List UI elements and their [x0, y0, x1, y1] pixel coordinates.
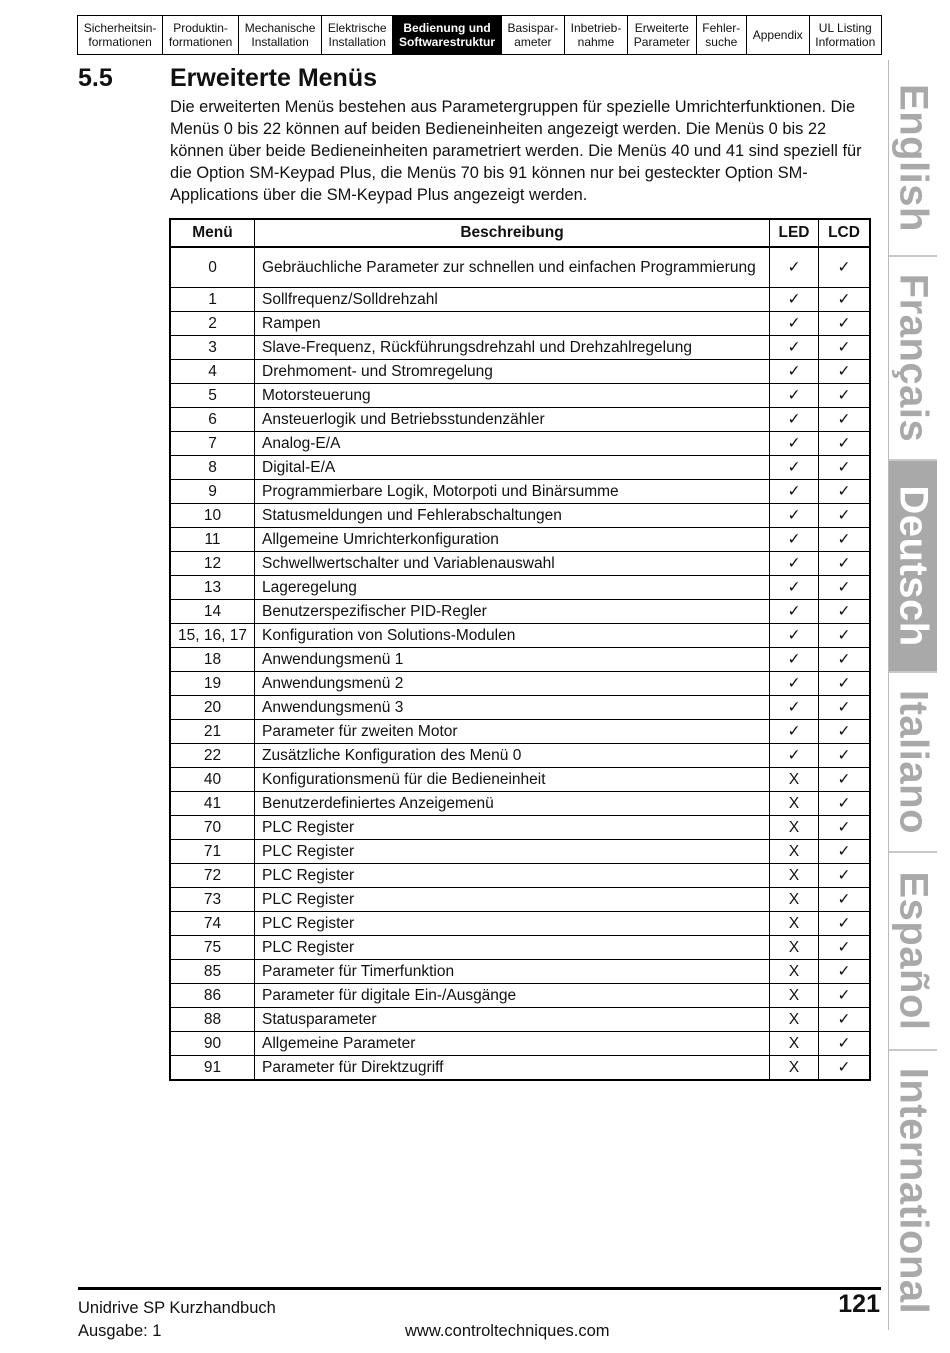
table-row	[170, 792, 870, 816]
description-cell: PLC Register	[255, 816, 770, 840]
description-cell: Drehmoment- und Stromregelung	[255, 360, 770, 384]
lcd-availability-cell: ✓	[819, 744, 871, 768]
table-row	[170, 528, 870, 552]
table-row	[170, 720, 870, 744]
table-row	[170, 696, 870, 720]
description-cell: Parameter für digitale Ein-/Ausgänge	[255, 984, 770, 1008]
led-availability-cell: ✓	[770, 624, 819, 648]
nav-tab-fehlersuche[interactable]: Fehler- suche	[697, 16, 747, 54]
table-row	[170, 1032, 870, 1056]
menu-cell: 3	[170, 336, 255, 360]
section-number: 5.5	[78, 64, 113, 92]
table-row	[170, 672, 870, 696]
led-availability-cell: X	[770, 1032, 819, 1056]
menu-cell: 70	[170, 816, 255, 840]
lcd-availability-cell: ✓	[819, 336, 871, 360]
menu-cell: 75	[170, 936, 255, 960]
table-row	[170, 744, 870, 768]
menu-cell: 7	[170, 432, 255, 456]
description-cell: Statusmeldungen und Fehlerabschaltungen	[255, 504, 770, 528]
description-cell: Benutzerdefiniertes Anzeigemenü	[255, 792, 770, 816]
section-title: Erweiterte Menüs	[170, 64, 378, 92]
language-label: English	[891, 83, 936, 232]
lcd-availability-cell: ✓	[819, 888, 871, 912]
lcd-availability-cell: ✓	[819, 648, 871, 672]
menu-cell: 71	[170, 840, 255, 864]
table-row	[170, 432, 870, 456]
table-row	[170, 816, 870, 840]
led-availability-cell: ✓	[770, 360, 819, 384]
header-description: Beschreibung	[255, 219, 770, 247]
language-label: Español	[891, 871, 936, 1031]
menu-cell: 11	[170, 528, 255, 552]
table-row	[170, 912, 870, 936]
description-cell: Zusätzliche Konfiguration des Menü 0	[255, 744, 770, 768]
led-availability-cell: X	[770, 984, 819, 1008]
menu-cell: 19	[170, 672, 255, 696]
menu-cell: 10	[170, 504, 255, 528]
nav-tab-ul-listing[interactable]: UL Listing Information	[815, 21, 876, 49]
table-row	[170, 576, 870, 600]
description-cell: Allgemeine Parameter	[255, 1032, 770, 1056]
menu-cell: 13	[170, 576, 255, 600]
language-label: Français	[891, 273, 936, 443]
led-availability-cell: ✓	[770, 600, 819, 624]
menu-cell: 74	[170, 912, 255, 936]
table-row	[170, 247, 870, 288]
led-availability-cell: X	[770, 912, 819, 936]
description-cell: Parameter für Direktzugriff	[255, 1056, 770, 1081]
table-row	[170, 840, 870, 864]
lcd-availability-cell: ✓	[819, 384, 871, 408]
table-row	[170, 552, 870, 576]
extended-menus-table	[169, 218, 871, 1081]
lcd-availability-cell: ✓	[819, 696, 871, 720]
menu-cell: 1	[170, 288, 255, 312]
lcd-availability-cell: ✓	[819, 960, 871, 984]
description-cell: Ansteuerlogik und Betriebsstundenzähler	[255, 408, 770, 432]
description-cell: Sollfrequenz/Solldrehzahl	[255, 288, 770, 312]
led-availability-cell: X	[770, 1008, 819, 1032]
table-row	[170, 480, 870, 504]
description-cell: Gebräuchliche Parameter zur schnellen und einfachen Programmierung	[255, 247, 770, 288]
lcd-availability-cell: ✓	[819, 504, 871, 528]
lcd-availability-cell: ✓	[819, 840, 871, 864]
description-cell: PLC Register	[255, 840, 770, 864]
description-cell: Anwendungsmenü 2	[255, 672, 770, 696]
header-led: LED	[770, 219, 819, 247]
led-availability-cell: ✓	[770, 576, 819, 600]
table-row	[170, 456, 870, 480]
description-cell: Schwellwertschalter und Variablenauswahl	[255, 552, 770, 576]
nav-tab-appendix[interactable]: Appendix	[747, 16, 810, 54]
table-row	[170, 624, 870, 648]
footer-manual-title: Unidrive SP Kurzhandbuch	[78, 1299, 276, 1317]
description-cell: Allgemeine Umrichterkonfiguration	[255, 528, 770, 552]
lcd-availability-cell: ✓	[819, 984, 871, 1008]
nav-tab-sicherheitsinformationen[interactable]: Sicherheitsin- formationen	[78, 16, 163, 54]
footer-edition: Ausgabe: 1	[78, 1322, 162, 1340]
led-availability-cell: X	[770, 768, 819, 792]
table-row	[170, 408, 870, 432]
description-cell: Statusparameter	[255, 1008, 770, 1032]
language-label: Italiano	[891, 689, 936, 835]
lcd-availability-cell: ✓	[819, 576, 871, 600]
led-availability-cell: X	[770, 1056, 819, 1081]
menu-cell: 40	[170, 768, 255, 792]
language-tab-italiano[interactable]	[889, 673, 937, 853]
menu-cell: 41	[170, 792, 255, 816]
menu-cell: 8	[170, 456, 255, 480]
description-cell: Benutzerspezifischer PID-Regler	[255, 600, 770, 624]
lcd-availability-cell: ✓	[819, 600, 871, 624]
language-strip	[888, 60, 937, 1330]
menu-cell: 90	[170, 1032, 255, 1056]
led-availability-cell: X	[770, 936, 819, 960]
language-tab-english[interactable]	[889, 60, 937, 257]
lcd-availability-cell: ✓	[819, 864, 871, 888]
lcd-availability-cell: ✓	[819, 247, 871, 288]
table-row	[170, 312, 870, 336]
header-menu: Menü	[170, 219, 255, 247]
description-cell: Konfiguration von Solutions-Modulen	[255, 624, 770, 648]
language-tab-international[interactable]	[889, 1051, 937, 1330]
led-availability-cell: X	[770, 840, 819, 864]
menu-cell: 2	[170, 312, 255, 336]
lcd-availability-cell: ✓	[819, 624, 871, 648]
table-row	[170, 648, 870, 672]
led-availability-cell: ✓	[770, 744, 819, 768]
lcd-availability-cell: ✓	[819, 1056, 871, 1081]
led-availability-cell: ✓	[770, 672, 819, 696]
table-body	[170, 247, 870, 1080]
menu-cell: 5	[170, 384, 255, 408]
lcd-availability-cell: ✓	[819, 936, 871, 960]
menu-cell: 85	[170, 960, 255, 984]
menu-cell: 88	[170, 1008, 255, 1032]
lcd-availability-cell: ✓	[819, 720, 871, 744]
description-cell: Anwendungsmenü 1	[255, 648, 770, 672]
lcd-availability-cell: ✓	[819, 768, 871, 792]
table-row	[170, 960, 870, 984]
table-row	[170, 600, 870, 624]
led-availability-cell: X	[770, 864, 819, 888]
footer-divider	[78, 1287, 881, 1290]
table-row	[170, 1008, 870, 1032]
led-availability-cell: ✓	[770, 432, 819, 456]
menu-cell: 12	[170, 552, 255, 576]
description-cell: Rampen	[255, 312, 770, 336]
menu-cell: 20	[170, 696, 255, 720]
nav-tab-mechanische-installation[interactable]: Mechanische Installation	[239, 16, 322, 54]
description-cell: Digital-E/A	[255, 456, 770, 480]
led-availability-cell: ✓	[770, 696, 819, 720]
menu-cell: 22	[170, 744, 255, 768]
menu-cell: 73	[170, 888, 255, 912]
table-row	[170, 1056, 870, 1081]
table-row	[170, 504, 870, 528]
menu-cell: 18	[170, 648, 255, 672]
footer-url-link[interactable]: www.controltechniques.com	[405, 1322, 610, 1340]
led-availability-cell: ✓	[770, 288, 819, 312]
led-availability-cell: ✓	[770, 504, 819, 528]
led-availability-cell: X	[770, 960, 819, 984]
led-availability-cell: ✓	[770, 720, 819, 744]
table-row	[170, 768, 870, 792]
description-cell: Slave-Frequenz, Rückführungsdrehzahl und Drehzahlregelung	[255, 336, 770, 360]
led-availability-cell: ✓	[770, 480, 819, 504]
led-availability-cell: X	[770, 888, 819, 912]
language-tab-deutsch[interactable]	[889, 461, 937, 673]
description-cell: PLC Register	[255, 912, 770, 936]
description-cell: PLC Register	[255, 888, 770, 912]
intro-paragraph: Die erweiterten Menüs bestehen aus Parametergruppen für spezielle Umrichterfunktionen. Die Menüs 0 bis 22 können auf beiden Bedieneinheiten angezeigt werden. Die Menüs 0 bis 22 können über beide Bedieneinheiten parametriert werden. Die Menüs 40 und 41 sind speziell für die Option SM-Keypad Plus, die Menüs 70 bis 91 können nur bei gesteckter Option SM-Applications über die SM-Keypad Plus angezeigt werden.	[170, 98, 862, 204]
menu-cell: 4	[170, 360, 255, 384]
lcd-availability-cell: ✓	[819, 528, 871, 552]
chapter-nav	[77, 15, 882, 55]
description-cell: Parameter für zweiten Motor	[255, 720, 770, 744]
lcd-availability-cell: ✓	[819, 312, 871, 336]
menu-cell: 72	[170, 864, 255, 888]
table-row	[170, 984, 870, 1008]
menu-cell: 14	[170, 600, 255, 624]
table-row	[170, 336, 870, 360]
lcd-availability-cell: ✓	[819, 408, 871, 432]
language-label: Deutsch	[891, 485, 936, 647]
menu-cell: 86	[170, 984, 255, 1008]
description-cell: Motorsteuerung	[255, 384, 770, 408]
nav-tab-erweiterte-parameter[interactable]: Erweiterte Parameter	[628, 16, 696, 54]
menu-cell: 6	[170, 408, 255, 432]
table-row	[170, 864, 870, 888]
lcd-availability-cell: ✓	[819, 360, 871, 384]
menu-cell: 91	[170, 1056, 255, 1081]
lcd-availability-cell: ✓	[819, 792, 871, 816]
led-availability-cell: ✓	[770, 408, 819, 432]
led-availability-cell: X	[770, 792, 819, 816]
lcd-availability-cell: ✓	[819, 288, 871, 312]
menu-cell: 21	[170, 720, 255, 744]
lcd-availability-cell: ✓	[819, 456, 871, 480]
lcd-availability-cell: ✓	[819, 432, 871, 456]
description-cell: Parameter für Timerfunktion	[255, 960, 770, 984]
lcd-availability-cell: ✓	[819, 672, 871, 696]
lcd-availability-cell: ✓	[819, 552, 871, 576]
description-cell: Programmierbare Logik, Motorpoti und Binärsumme	[255, 480, 770, 504]
lcd-availability-cell: ✓	[819, 480, 871, 504]
description-cell: Anwendungsmenü 3	[255, 696, 770, 720]
table-row	[170, 384, 870, 408]
led-availability-cell: X	[770, 816, 819, 840]
lcd-availability-cell: ✓	[819, 1008, 871, 1032]
lcd-availability-cell: ✓	[819, 816, 871, 840]
menu-cell: 0	[170, 247, 255, 288]
description-cell: Analog-E/A	[255, 432, 770, 456]
table-header-row	[170, 219, 870, 247]
language-tab-francais[interactable]	[889, 257, 937, 461]
menu-cell: 9	[170, 480, 255, 504]
led-availability-cell: ✓	[770, 336, 819, 360]
nav-tab-bedienung-softwarestruktur[interactable]: Bedienung und Softwarestruktur	[393, 16, 501, 54]
header-lcd: LCD	[819, 219, 871, 247]
table-row	[170, 888, 870, 912]
description-cell: PLC Register	[255, 936, 770, 960]
led-availability-cell: ✓	[770, 456, 819, 480]
language-label: International	[891, 1067, 936, 1314]
lcd-availability-cell: ✓	[819, 912, 871, 936]
menu-cell: 15, 16, 17	[170, 624, 255, 648]
led-availability-cell: ✓	[770, 312, 819, 336]
nav-tab-elektrische-installation[interactable]: Elektrische Installation	[322, 16, 393, 54]
language-tab-espanol[interactable]	[889, 853, 937, 1051]
description-cell: Konfigurationsmenü für die Bedieneinheit	[255, 768, 770, 792]
table-row	[170, 936, 870, 960]
nav-tab-inbetriebnahme[interactable]: Inbetrieb- nahme	[565, 16, 628, 54]
led-availability-cell: ✓	[770, 247, 819, 288]
description-cell: Lageregelung	[255, 576, 770, 600]
page-number: 121	[838, 1290, 880, 1318]
table-row	[170, 288, 870, 312]
lcd-availability-cell: ✓	[819, 1032, 871, 1056]
led-availability-cell: ✓	[770, 648, 819, 672]
nav-tab-produktinformationen[interactable]: Produktin- formationen	[163, 16, 239, 54]
nav-tab-basisparameter[interactable]: Basispar- ameter	[502, 16, 565, 54]
led-availability-cell: ✓	[770, 384, 819, 408]
description-cell: PLC Register	[255, 864, 770, 888]
led-availability-cell: ✓	[770, 552, 819, 576]
table-row	[170, 360, 870, 384]
led-availability-cell: ✓	[770, 528, 819, 552]
